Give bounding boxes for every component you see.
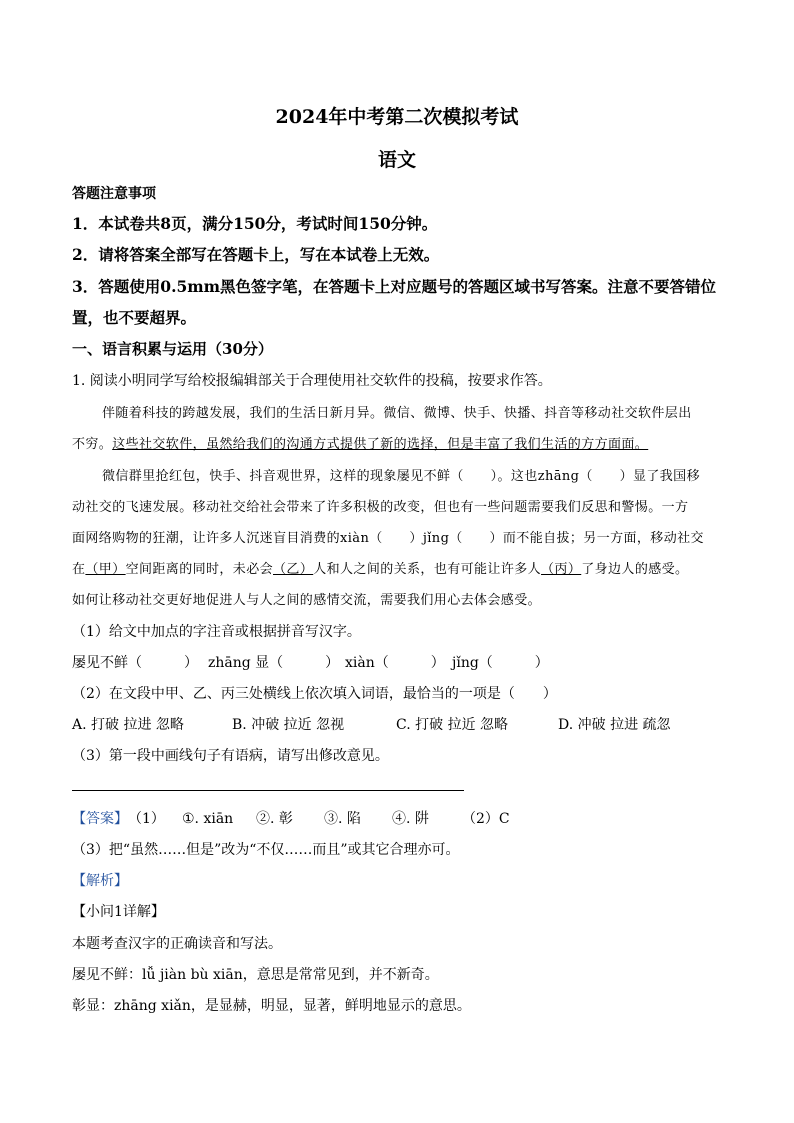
notice-item-1: 1．本试卷共8页，满分150分，考试时间150分钟。: [72, 214, 438, 233]
blank-yi: （乙）: [273, 562, 314, 577]
answer-blank-line: [72, 790, 464, 791]
passage-text: 空间距离的同时，未必会: [125, 562, 274, 577]
passage-line: 微信群里抢红包，快手、抖音观世界，这样的现象屡见不鲜（ ）。这也zhāng（ ）显了我国移: [102, 469, 700, 484]
blank-b: zhāng 显（ ）: [208, 655, 340, 671]
answer-part: ③. 陷: [324, 811, 361, 827]
blank-a: 屡见不鲜（ ）: [72, 655, 198, 671]
passage-line: 面网络购物的狂潮，让许多人沉迷盲目消费的xiàn（ ）jǐng（ ）而不能自拔；另一方面，移动社交: [72, 531, 704, 546]
notice-item-3: 3．答题使用0.5mm黑色签字笔，在答题卡上对应题号的答题区域书写答案。注意不要答错位: [72, 277, 717, 296]
passage-line: [72, 558, 688, 577]
blank-jia: （甲）: [85, 562, 126, 577]
underlined-sentence: 这些社交软件，虽然给我们的沟通方式提供了新的选择，但是丰富了我们生活的方方面面。: [112, 437, 649, 452]
analysis-line: 本题考查汉字的正确读音和写法。: [72, 936, 282, 952]
answer-part: ②. 彰: [256, 811, 293, 827]
options-row: [72, 714, 671, 734]
passage-text: 人和人之间的关系，也有可能让许多人: [313, 562, 542, 577]
analysis-label: 【解析】: [72, 873, 128, 889]
notice-item-2: 2．请将答案全部写在答题卡上，写在本试卷上无效。: [72, 245, 440, 264]
sub-question-3: （3）第一段中画线句子有语病，请写出修改意见。: [72, 748, 389, 764]
analysis-line: 屡见不鲜：lǚ jiàn bù xiān，意思是常常见到，并不新奇。: [72, 967, 439, 983]
passage-line: 伴随着科技的跨越发展，我们的生活日新月异。微信、微博、快手、快播、抖音等移动社交软件层出: [102, 406, 692, 421]
question-prompt: 1. 阅读小明同学写给校报编辑部关于合理使用社交软件的投稿，按要求作答。: [72, 373, 552, 389]
answer-part: （2）C: [462, 811, 510, 827]
answer-line-2: （3）把“虽然……但是”改为“不仅……而且”或其它合理亦可。: [72, 842, 460, 858]
sub-question-2: （2）在文段中甲、乙、丙三处横线上依次填入词语，最恰当的一项是（ ）: [72, 686, 557, 702]
analysis-sub-heading: 【小问1详解】: [72, 904, 165, 920]
sub-question-1-blanks: [72, 652, 549, 672]
option-b: B. 冲破 拉近 忽视: [232, 717, 345, 733]
answer-part: ④. 阱: [392, 811, 429, 827]
blank-d: jǐng（ ）: [452, 655, 549, 671]
passage-line: 动社交的飞速发展。移动社交给社会带来了许多积极的改变，但也有一些问题需要我们反思和警惕。一方: [72, 500, 689, 515]
page-title: 2024年中考第二次模拟考试: [275, 106, 519, 128]
passage-text: 在: [72, 562, 86, 577]
sub-question-1: （1）给文中加点的字注音或根据拼音写汉字。: [72, 624, 361, 640]
answer-row: [72, 808, 510, 828]
subject-title: 语文: [377, 149, 416, 171]
notice-item-3-cont: 置，也不要超界。: [72, 308, 197, 327]
blank-c: xiàn（ ）: [345, 655, 445, 671]
option-c: C. 打破 拉近 忽略: [396, 717, 509, 733]
blank-bing: （丙）: [541, 562, 582, 577]
notice-heading: 答题注意事项: [72, 186, 156, 202]
passage-line: 如何让移动社交更好地促进人与人之间的感情交流，需要我们用心去体会感受。: [72, 593, 542, 608]
passage-line: [72, 433, 648, 452]
passage-text: 了身边人的感受。: [581, 562, 689, 577]
answer-part: （1）: [128, 811, 165, 827]
answer-part: ①. xiān: [182, 811, 234, 827]
option-a: A. 打破 拉进 忽略: [72, 717, 184, 733]
option-d: D. 冲破 拉进 疏忽: [558, 717, 671, 733]
passage-text: 不穷。: [72, 437, 113, 452]
analysis-line: 彰显：zhāng xiǎn，是显赫，明显，显著，鲜明地显示的意思。: [72, 998, 471, 1014]
section-heading: 一、语言积累与运用（30分）: [72, 340, 273, 358]
answer-label: 【答案】: [72, 811, 128, 827]
